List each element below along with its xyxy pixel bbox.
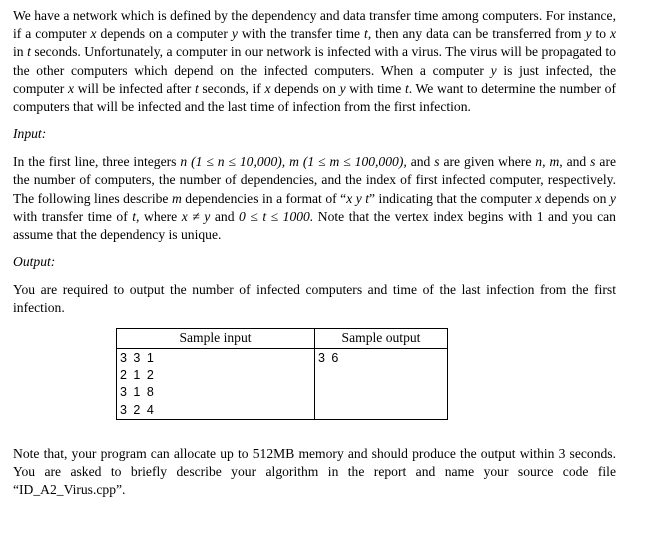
sample-table <box>116 328 448 420</box>
math-var: t, <box>132 208 140 224</box>
sample-input-line: 3 2 4 <box>120 402 156 417</box>
math-var: y <box>609 190 616 206</box>
math-constraint: n (1 ≤ n ≤ 10,000), <box>180 154 286 170</box>
input-text: and <box>410 154 431 170</box>
math-var: x <box>609 26 617 42</box>
intro-text: with time <box>349 80 402 96</box>
sample-body-row <box>117 348 448 419</box>
math-var: m, <box>549 154 563 170</box>
input-text: and <box>214 208 235 224</box>
sample-input-cell <box>117 348 315 419</box>
input-text: depends on <box>544 190 607 206</box>
input-text: Note that the vertex index begins with <box>317 208 533 224</box>
intro-text: will be infected after <box>77 80 192 96</box>
intro-text: is just infected, the computer <box>13 62 616 96</box>
math-var: n, <box>535 154 546 170</box>
math-var: s <box>590 154 596 170</box>
math-var: y <box>585 26 592 42</box>
math-constraint: x ≠ y <box>181 208 211 224</box>
math-var: t <box>404 80 409 96</box>
math-constraint: 0 ≤ t ≤ 1000. <box>239 208 314 224</box>
intro-text: to <box>595 26 607 42</box>
math-var: s <box>434 154 440 170</box>
input-text: where <box>144 208 178 224</box>
input-text: and you can assume that the dependency is unique. <box>13 208 616 243</box>
input-paragraph <box>13 153 616 244</box>
intro-text: seconds. Unfortunately, a computer in our network is infected with a virus. The virus will be propagated to the other computers which depend on the infected computers. When a computer <box>13 44 616 78</box>
intro-paragraph <box>13 7 616 116</box>
intro-text: seconds, if <box>202 80 261 96</box>
sample-input-line: 3 1 8 <box>120 385 156 400</box>
sample-output-line: 3 6 <box>318 350 340 365</box>
intro-text: with the transfer time <box>241 26 361 42</box>
math-var: t <box>27 44 31 60</box>
problem-statement <box>13 7 616 499</box>
intro-text: . We want to determine the number of computers that will be infected and the last time of infection from the first infection. <box>13 80 616 115</box>
note-paragraph: Note that, your program can allocate up to 512MB memory and should produce the output within 3 seconds. You are asked to briefly describe your algorithm in the report and name your source code file “ID_A2_Virus.cpp”. <box>13 445 616 498</box>
math-var: t <box>364 26 368 42</box>
sample-input-line: 3 3 1 <box>120 350 156 365</box>
math-var: x <box>535 190 542 206</box>
math-var: y <box>339 80 346 96</box>
math-var: m <box>171 190 182 206</box>
math-var: x <box>264 80 271 96</box>
input-text: are given where <box>443 154 532 170</box>
math-format: x y t <box>346 190 370 206</box>
input-text: are the number of computers, the number of dependencies, and the index of first infected computer, respectively. The following lines describe <box>13 154 617 206</box>
output-paragraph: You are required to output the number of infected computers and time of the last infection from the first infection. <box>13 282 616 316</box>
math-var: x <box>68 80 75 96</box>
input-text: ” indicating that the computer <box>369 190 532 206</box>
output-heading: Output: <box>13 254 56 270</box>
input-heading: Input: <box>13 126 47 142</box>
math-var: x <box>90 26 97 42</box>
intro-text: , then any data can be transferred from <box>367 26 582 42</box>
sample-table-wrapper <box>116 328 447 420</box>
math-var: t <box>194 80 199 96</box>
input-text: and <box>566 154 587 170</box>
intro-text: depends on <box>274 80 336 96</box>
math-var: y <box>490 62 497 78</box>
math-number: 1 <box>536 208 544 224</box>
sample-input-line: 2 1 2 <box>120 367 156 382</box>
intro-text: depends on a computer <box>100 26 228 42</box>
math-var: y <box>231 26 238 42</box>
intro-text: We have a network which is defined by the dependency and data transfer time among computers. For instance, if a computer <box>13 8 616 42</box>
sample-header-row <box>117 328 448 348</box>
input-text: In the first line, three integers <box>13 154 177 170</box>
input-text: with transfer time of <box>13 208 128 224</box>
intro-text: in <box>13 44 24 60</box>
sample-output-cell <box>315 348 448 419</box>
sample-output-header: Sample output <box>315 328 448 348</box>
math-constraint: m (1 ≤ m ≤ 100,000), <box>289 154 407 170</box>
input-text: dependencies in a format of “ <box>185 190 347 206</box>
sample-input-header: Sample input <box>117 328 315 348</box>
